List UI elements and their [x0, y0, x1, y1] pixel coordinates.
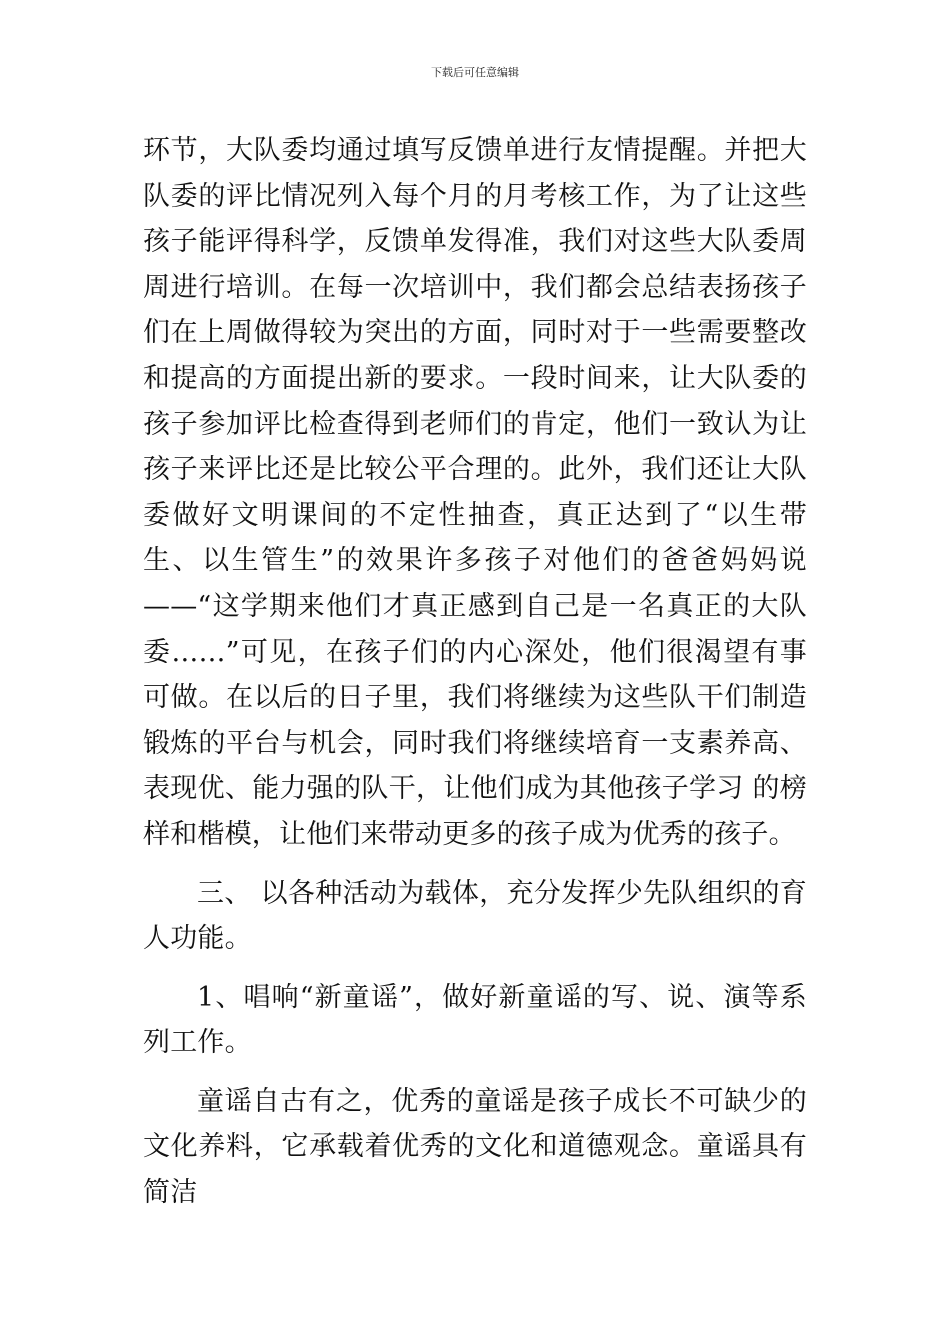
section-heading-three: 三、 以各种活动为载体，充分发挥少先队组织的育人功能。 [143, 877, 807, 955]
subsection-heading-one: 1、唱响“新童谣”，做好新童谣的写、说、演等系列工作。 [143, 981, 807, 1059]
paragraph-nursery-rhymes: 童谣自古有之，优秀的童谣是孩子成长不可缺少的文化养料，它承载着优秀的文化和道德观念。童谣具有简洁 [143, 1085, 807, 1209]
page-header: 下载后可任意编辑 [431, 66, 519, 79]
paragraph-continuation: 环节，大队委均通过填写反馈单进行友情提醒。并把大队委的评比情况列入每个月的月考核工作，为了让这些孩子能评得科学，反馈单发得准，我们对这些大队委周周进行培训。在每一次培训中，我们都会总结表扬孩子们在上周做得较为突出的方面，同时对于一些需要整改和提高的方面提出新的要求。一段时间来，让大队委的孩子参加评比检查得到老师们的肯定，他们一致认为让孩子来评比还是比较公平合理的。此外，我们还让大队委做好文明课间的不定性抽查，真正达到了“以生带生、以生管生”的效果许多孩子对他们的爸爸妈妈说——“这学期来他们才真正感到自己是一名真正的大队委……”可见，在孩子们的内心深处，他们很渴望有事可做。在以后的日子里，我们将继续为这些队干们制造锻炼的平台与机会，同时我们将继续培育一支素养高、表现优、能力强的队干，让他们成为其他孩子学习 的榜样和楷模，让他们来带动更多的孩子成为优秀的孩子。 [143, 135, 807, 850]
document-body [143, 128, 807, 1216]
